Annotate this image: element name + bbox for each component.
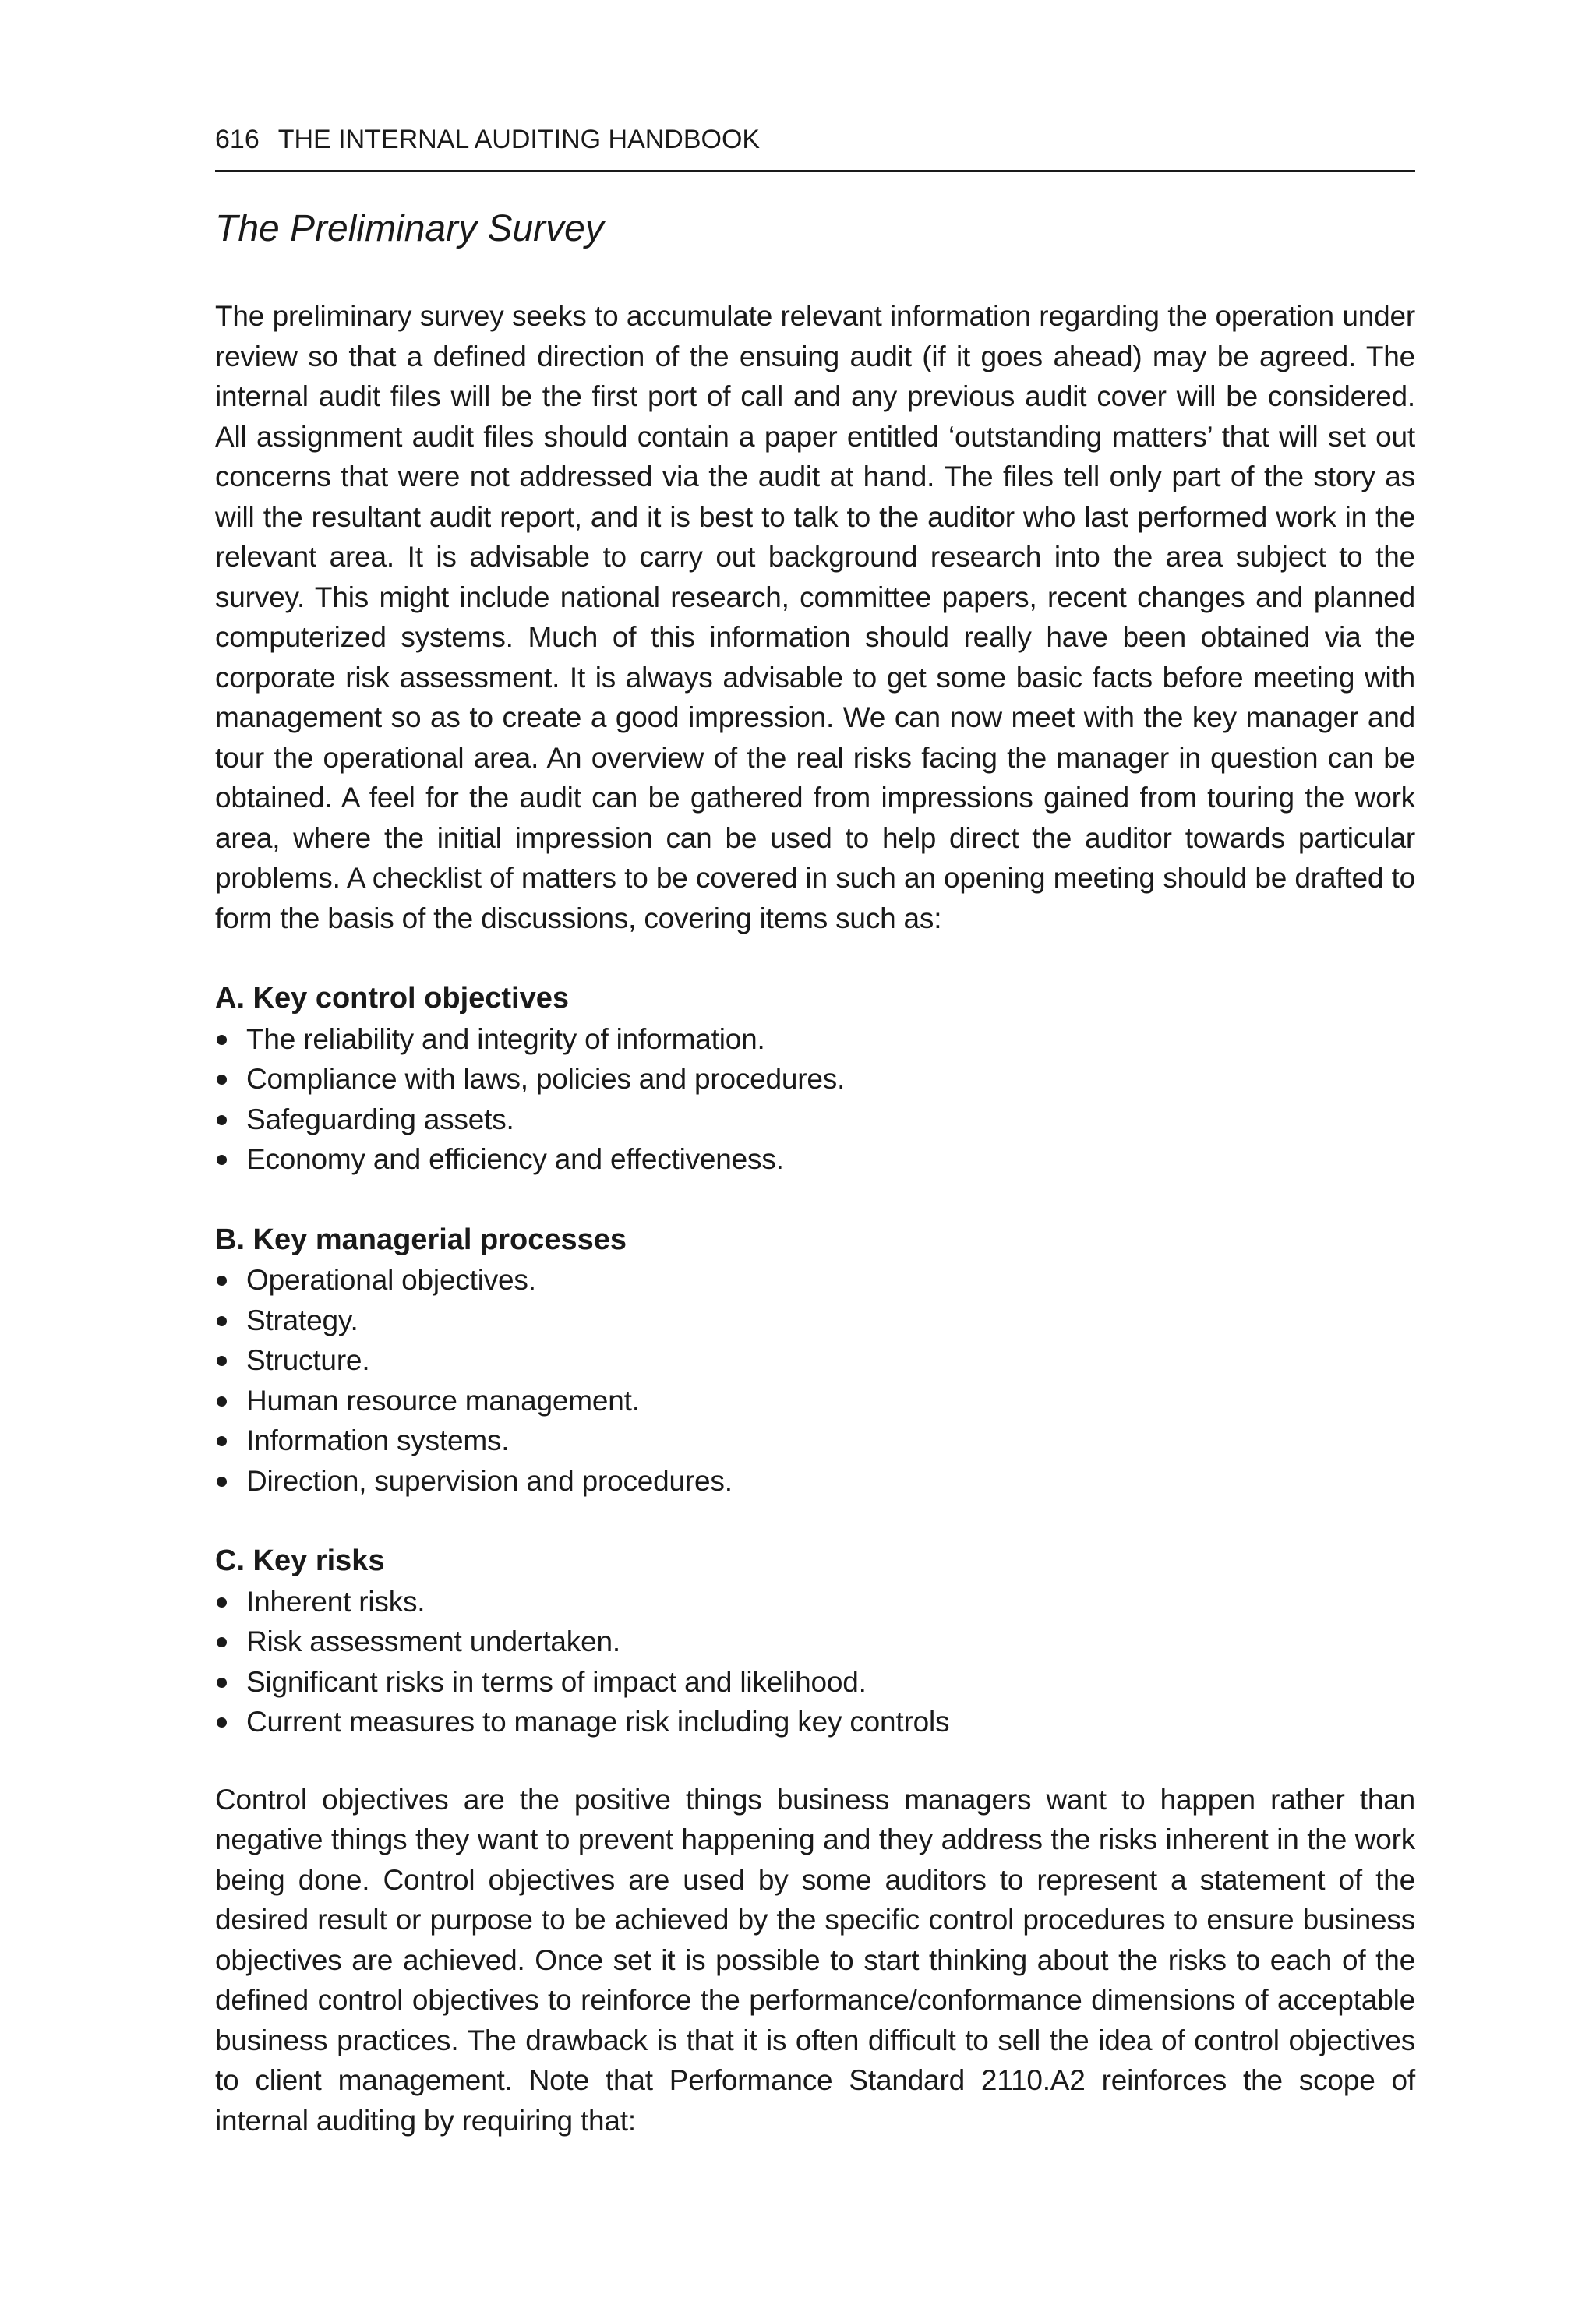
list-item-text: Structure. <box>246 1344 370 1376</box>
list-section-managerial-processes <box>215 1220 1415 1502</box>
list-item <box>215 1582 1415 1622</box>
page-number: 616 <box>215 125 260 154</box>
bullet-icon <box>217 1477 227 1487</box>
bullet-icon <box>217 1597 227 1608</box>
list-item <box>215 1662 1415 1703</box>
bullet-icon <box>217 1717 227 1728</box>
bullet-list <box>215 1260 1415 1501</box>
book-title: THE INTERNAL AUDITING HANDBOOK <box>277 125 761 154</box>
list-item-text: Strategy. <box>246 1304 358 1336</box>
list-item <box>215 1702 1415 1742</box>
closing-paragraph: Control objectives are the positive things business managers want to happen rather than negative things they want to prevent happening and they address the risks inherent in the work being done. Control objectives are used by some auditors to represent a statement of the desired result or purpose to be achieved by the specific control procedures to ensure business objectives are achieved. Once set it is possible to start thinking about the risks to each of the defined control objectives to reinforce the performance/conformance dimensions of acceptable business practices. The drawback is that it is often difficult to sell the idea of control objectives to client management. Note that Performance Standard 2110.A2 reinforces the scope of internal auditing by requiring that: <box>215 1783 1415 2137</box>
bullet-icon <box>217 1155 227 1165</box>
bullet-icon <box>217 1436 227 1446</box>
list-item <box>215 1099 1415 1140</box>
bullet-list <box>215 1582 1415 1742</box>
bullet-icon <box>217 1115 227 1125</box>
list-heading: A. Key control objectives <box>215 982 570 1015</box>
list-item-text: Inherent risks. <box>246 1585 425 1618</box>
list-item <box>215 1421 1415 1461</box>
bullet-icon <box>217 1276 227 1286</box>
bullet-list <box>215 1019 1415 1180</box>
section-title: The Preliminary Survey <box>215 208 604 249</box>
list-item-text: Information systems. <box>246 1424 510 1456</box>
bullet-icon <box>217 1678 227 1688</box>
bullet-icon <box>217 1396 227 1407</box>
list-item-text: Significant risks in terms of impact and likelihood. <box>246 1665 867 1698</box>
list-item <box>215 1340 1415 1381</box>
bullet-icon <box>217 1316 227 1326</box>
list-item <box>215 1622 1415 1662</box>
list-item <box>215 1381 1415 1421</box>
list-item-text: Safeguarding assets. <box>246 1103 514 1135</box>
list-item <box>215 1059 1415 1099</box>
list-item <box>215 1260 1415 1301</box>
list-item-text: Operational objectives. <box>246 1264 536 1296</box>
bullet-icon <box>217 1637 227 1647</box>
list-heading: B. Key managerial processes <box>215 1223 627 1256</box>
list-item-text: Current measures to manage risk including key controls <box>246 1706 950 1738</box>
list-section-key-risks <box>215 1541 1415 1742</box>
bullet-icon <box>217 1035 227 1045</box>
list-item-text: Economy and efficiency and effectiveness. <box>246 1143 784 1175</box>
list-item-text: Human resource management. <box>246 1384 640 1417</box>
list-heading: C. Key risks <box>215 1544 385 1577</box>
intro-paragraph: The preliminary survey seeks to accumulate relevant information regarding the operation under review so that a defined direction of the ensuing audit (if it goes ahead) may be agreed. The internal audit files will be the first port of call and any previous audit cover will be considered. All assignment audit files should contain a paper entitled ‘outstanding matters’ that will set out concerns that were not addressed via the audit at hand. The files tell only part of the story as will the resultant audit report, and it is best to talk to the auditor who last performed work in the relevant area. It is advisable to carry out background research into the area subject to the survey. This might include national research, committee papers, recent changes and planned computerized systems. Much of this information should really have been obtained via the corporate risk assessment. It is always advisable to get some basic facts before meeting with management so as to create a good impression. We can now meet with the key manager and tour the operational area. An overview of the real risks facing the manager in question can be obtained. A feel for the audit can be gathered from impressions gained from touring the work area, where the initial impression can be used to help direct the auditor towards particular problems. A checklist of matters to be covered in such an opening meeting should be drafted to form the basis of the discussions, covering items such as: <box>215 300 1415 934</box>
bullet-icon <box>217 1075 227 1085</box>
list-item <box>215 1019 1415 1060</box>
list-item <box>215 1301 1415 1341</box>
list-item-text: Direction, supervision and procedures. <box>246 1464 733 1497</box>
list-item-text: The reliability and integrity of information. <box>246 1022 765 1055</box>
list-item <box>215 1139 1415 1180</box>
list-item <box>215 1461 1415 1502</box>
list-item-text: Risk assessment undertaken. <box>246 1625 620 1657</box>
bullet-icon <box>217 1356 227 1366</box>
list-section-control-objectives <box>215 979 1415 1180</box>
list-item-text: Compliance with laws, policies and procedures. <box>246 1063 846 1095</box>
running-header <box>215 118 1415 172</box>
page-content <box>215 204 1415 2141</box>
